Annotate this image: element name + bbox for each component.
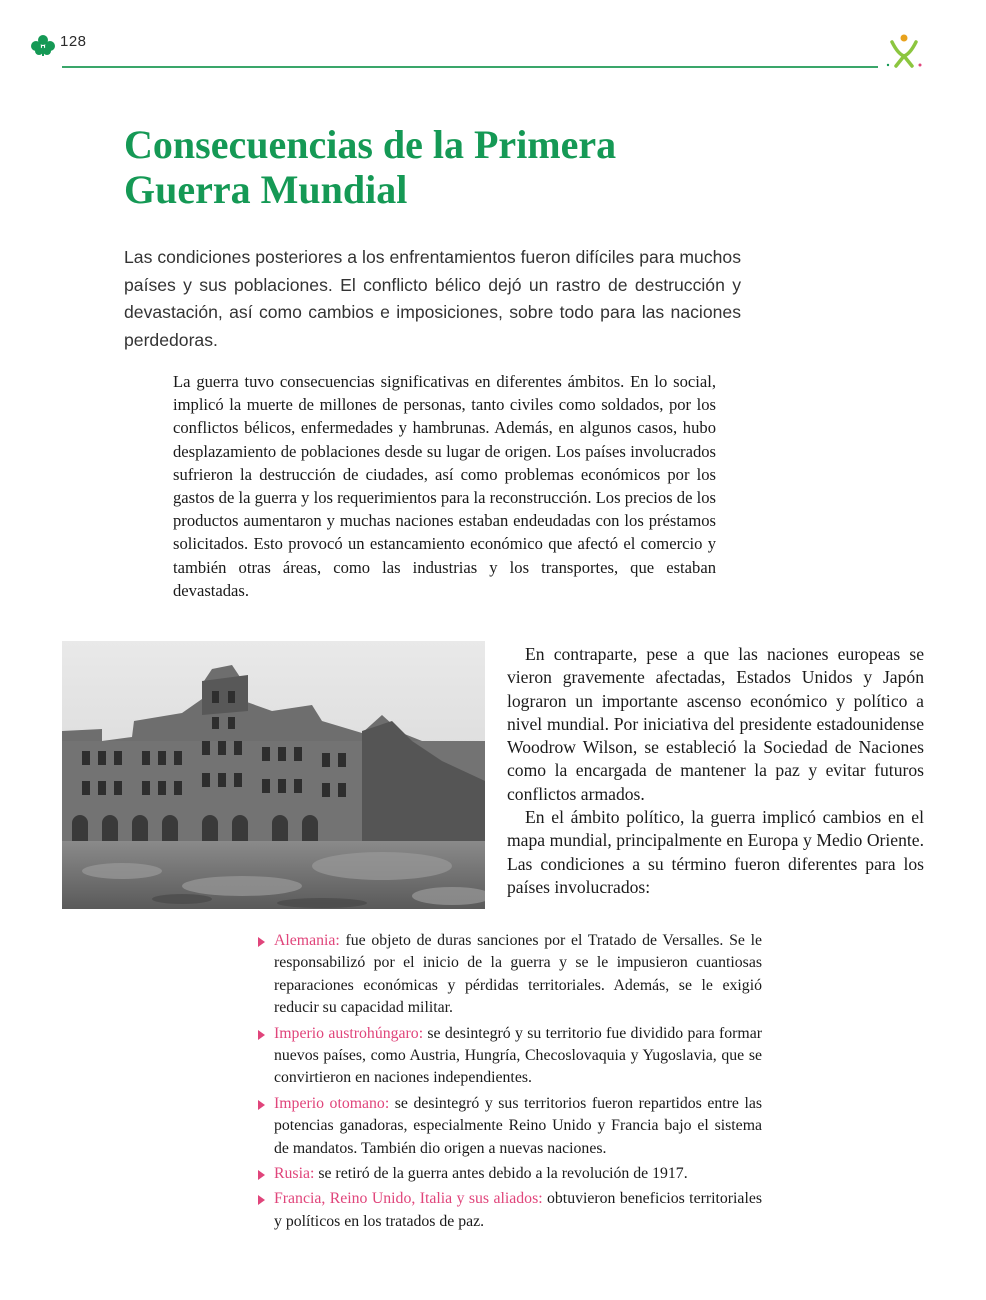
header-divider — [62, 66, 878, 68]
list-item — [254, 1023, 762, 1090]
consequences-paragraph: La guerra tuvo consecuencias significativas en diferentes ámbitos. En lo social, implicó la muerte de millones de personas, tanto civiles como soldados, por los conflictos bélicos, enfermedades y hambrunas. Además, en algunos casos, hubo desplazamiento de poblaciones desde su lugar de origen. Los países involucrados sufrieron la destrucción de ciudades, así como problemas económicos por los gastos de la guerra y los requerimientos para la reconstrucción. Los precios de los productos aumentaron y muchas naciones estaban endeudadas con los préstamos solicitados. Esto provocó un estancamiento económico que afectó el comercio y también otras áreas, como las industrias y los transportes, que estaban devastadas. — [173, 372, 716, 600]
list-item-term: Imperio otomano: — [274, 1094, 390, 1112]
list-item — [254, 1188, 762, 1233]
title-line-1: Consecuencias de la Primera — [124, 122, 617, 167]
intro-paragraph: Las condiciones posteriores a los enfrentamientos fueron difíciles para muchos países y sus poblaciones. El conflicto bélico dejó un rastro de destrucción y devastación, así como cambios e imposiciones, sobre todo para las naciones perdedoras. — [124, 247, 741, 350]
page-header — [0, 0, 986, 80]
bullet-triangle-icon — [258, 1170, 265, 1180]
right-column — [507, 643, 924, 899]
list-item-text: fue objeto de duras sanciones por el Tratado de Versalles. Se le responsabilizó por el inicio de la guerra y se le impusieron cuantiosas reparaciones económicas y pérdidas territoriales. Además, se le exigió reducir su capacidad militar. — [274, 932, 762, 1017]
clover-icon — [30, 34, 56, 56]
political-changes-paragraph: En el ámbito político, la guerra implicó cambios en el mapa mundial, principalmente en Europa y Medio Oriente. Las condiciones a su término fueron diferentes para los países involucrados: — [507, 807, 924, 897]
list-item-term: Rusia: — [274, 1165, 315, 1183]
list-item-term: Alemania: — [274, 932, 340, 949]
list-item-text: obtuvieron beneficios territoriales y políticos en los tratados de paz. — [274, 1190, 762, 1230]
title-line-2: Guerra Mundial — [124, 167, 408, 212]
sprout-figure-icon — [884, 32, 924, 72]
list-item-term: Francia, Reino Unido, Italia y sus aliados: — [274, 1190, 543, 1208]
list-item — [254, 1163, 762, 1185]
country-consequences-list — [254, 930, 762, 1236]
list-item — [254, 930, 762, 1020]
list-item-term: Imperio austrohúngaro: — [274, 1024, 424, 1042]
list-item-text: se desintegró y sus territorios fueron repartidos entre las potencias ganadoras, especialmente Reino Unido y Francia bajo el sistema de mandatos. También dio origen a nuevas naciones. — [274, 1094, 763, 1157]
page-number: 128 — [60, 33, 87, 50]
bullet-triangle-icon — [258, 1030, 265, 1040]
page-title — [124, 122, 724, 212]
list-item-text: se desintegró y su territorio fue dividido para formar nuevos países, como Austria, Hungría, Checoslovaquia y Yugoslavia, que se convirtieron en naciones independientes. — [274, 1024, 762, 1087]
war-ruins-photo — [62, 641, 485, 909]
bullet-triangle-icon — [258, 937, 265, 947]
postwar-powers-paragraph: En contraparte, pese a que las naciones europeas se vieron gravemente afectadas, Estados Unidos y Japón lograron un importante ascenso económico y político a nivel mundial. Por iniciativa del presidente estadounidense Woodrow Wilson, se estableció la Sociedad de Naciones como la encargada de mantener la paz y evitar futuros conflictos armados. — [507, 644, 924, 804]
list-item-text: se retiró de la guerra antes debido a la revolución de 1917. — [314, 1165, 688, 1183]
bullet-triangle-icon — [258, 1100, 265, 1110]
list-item — [254, 1093, 762, 1160]
bullet-triangle-icon — [258, 1195, 265, 1205]
